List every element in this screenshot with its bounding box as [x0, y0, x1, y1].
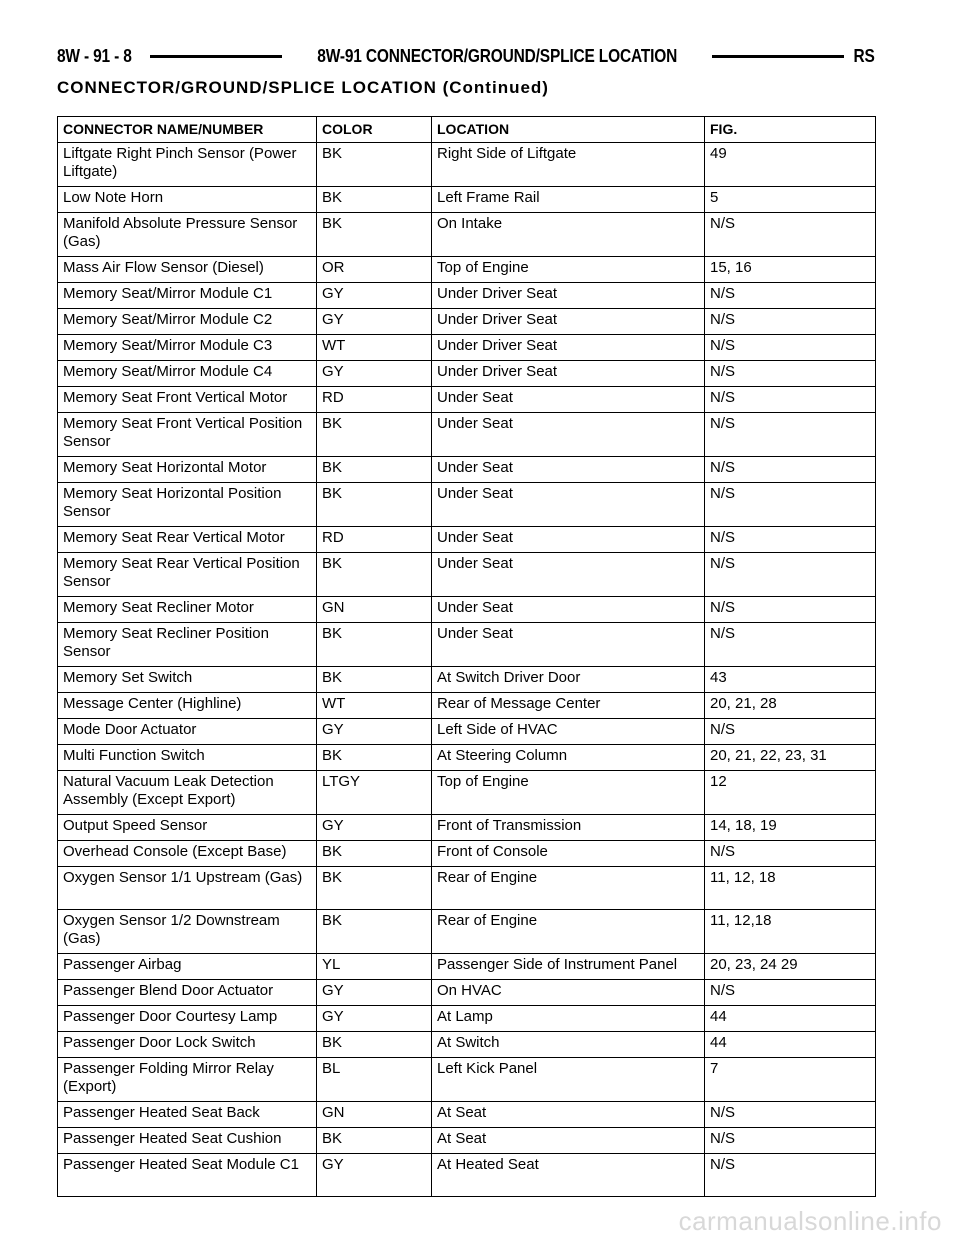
- table-row: [58, 597, 876, 623]
- table-header-row: [58, 117, 876, 143]
- table-row: [58, 841, 876, 867]
- table-row: [58, 719, 876, 745]
- cell-fig: N/S: [705, 597, 876, 623]
- cell-location: Rear of Engine: [432, 867, 705, 910]
- cell-color: BK: [317, 1032, 432, 1058]
- cell-fig: N/S: [705, 283, 876, 309]
- connector-table-container: [57, 116, 875, 1197]
- table-row: [58, 187, 876, 213]
- table-row: [58, 387, 876, 413]
- cell-connector-name: Mode Door Actuator: [58, 719, 317, 745]
- table-row: [58, 1128, 876, 1154]
- table-row: [58, 1102, 876, 1128]
- cell-fig: 44: [705, 1032, 876, 1058]
- cell-color: BL: [317, 1058, 432, 1102]
- table-row: [58, 413, 876, 457]
- cell-color: BK: [317, 667, 432, 693]
- cell-color: BK: [317, 143, 432, 187]
- cell-fig: N/S: [705, 213, 876, 257]
- watermark: carmanualsonline.info: [678, 1206, 942, 1236]
- table-row: [58, 483, 876, 527]
- page-number: 8W - 91 - 8: [57, 45, 132, 66]
- table-row: [58, 623, 876, 667]
- cell-location: At Switch: [432, 1032, 705, 1058]
- cell-color: BK: [317, 553, 432, 597]
- cell-color: BK: [317, 457, 432, 483]
- cell-fig: N/S: [705, 980, 876, 1006]
- cell-connector-name: Memory Seat Horizontal Position Sensor: [58, 483, 317, 527]
- cell-location: On HVAC: [432, 980, 705, 1006]
- cell-location: Under Driver Seat: [432, 361, 705, 387]
- cell-color: BK: [317, 910, 432, 954]
- cell-location: Under Driver Seat: [432, 283, 705, 309]
- cell-fig: N/S: [705, 309, 876, 335]
- cell-location: At Steering Column: [432, 745, 705, 771]
- cell-connector-name: Overhead Console (Except Base): [58, 841, 317, 867]
- table-body: [58, 143, 876, 1197]
- header-rule-right: [712, 55, 844, 58]
- cell-location: Top of Engine: [432, 771, 705, 815]
- table-row: [58, 283, 876, 309]
- cell-color: GY: [317, 283, 432, 309]
- cell-fig: 11, 12, 18: [705, 867, 876, 910]
- cell-connector-name: Memory Seat Recliner Motor: [58, 597, 317, 623]
- cell-connector-name: Passenger Door Courtesy Lamp: [58, 1006, 317, 1032]
- table-row: [58, 213, 876, 257]
- table-row: [58, 257, 876, 283]
- cell-location: Under Seat: [432, 553, 705, 597]
- cell-fig: 20, 21, 28: [705, 693, 876, 719]
- cell-location: On Intake: [432, 213, 705, 257]
- cell-color: BK: [317, 187, 432, 213]
- cell-fig: 43: [705, 667, 876, 693]
- cell-connector-name: Memory Set Switch: [58, 667, 317, 693]
- cell-fig: 7: [705, 1058, 876, 1102]
- cell-color: GN: [317, 597, 432, 623]
- cell-fig: 14, 18, 19: [705, 815, 876, 841]
- cell-fig: 15, 16: [705, 257, 876, 283]
- table-row: [58, 867, 876, 910]
- cell-connector-name: Memory Seat Rear Vertical Motor: [58, 527, 317, 553]
- cell-location: Left Kick Panel: [432, 1058, 705, 1102]
- cell-connector-name: Output Speed Sensor: [58, 815, 317, 841]
- cell-location: Rear of Engine: [432, 910, 705, 954]
- cell-location: At Switch Driver Door: [432, 667, 705, 693]
- cell-connector-name: Passenger Heated Seat Cushion: [58, 1128, 317, 1154]
- table-row: [58, 1058, 876, 1102]
- cell-color: WT: [317, 335, 432, 361]
- cell-color: RD: [317, 527, 432, 553]
- cell-fig: 11, 12,18: [705, 910, 876, 954]
- header-rule-left: [150, 55, 282, 58]
- column-header-location: LOCATION: [432, 117, 705, 143]
- cell-fig: N/S: [705, 361, 876, 387]
- cell-fig: N/S: [705, 335, 876, 361]
- cell-fig: N/S: [705, 719, 876, 745]
- cell-location: Under Seat: [432, 527, 705, 553]
- cell-color: BK: [317, 841, 432, 867]
- table-row: [58, 527, 876, 553]
- cell-location: At Lamp: [432, 1006, 705, 1032]
- table-row: [58, 910, 876, 954]
- table-row: [58, 980, 876, 1006]
- cell-color: BK: [317, 1128, 432, 1154]
- cell-location: Left Side of HVAC: [432, 719, 705, 745]
- cell-fig: N/S: [705, 553, 876, 597]
- chapter-title: 8W-91 CONNECTOR/GROUND/SPLICE LOCATION: [317, 45, 678, 66]
- table-row: [58, 335, 876, 361]
- cell-location: Under Seat: [432, 623, 705, 667]
- cell-color: GY: [317, 361, 432, 387]
- cell-connector-name: Low Note Horn: [58, 187, 317, 213]
- cell-fig: N/S: [705, 483, 876, 527]
- table-row: [58, 1032, 876, 1058]
- cell-fig: 49: [705, 143, 876, 187]
- cell-fig: N/S: [705, 387, 876, 413]
- cell-fig: 5: [705, 187, 876, 213]
- cell-location: Rear of Message Center: [432, 693, 705, 719]
- cell-color: BK: [317, 623, 432, 667]
- cell-fig: 20, 23, 24 29: [705, 954, 876, 980]
- cell-location: Top of Engine: [432, 257, 705, 283]
- table-row: [58, 143, 876, 187]
- column-header-color: COLOR: [317, 117, 432, 143]
- cell-color: GY: [317, 719, 432, 745]
- table-row: [58, 815, 876, 841]
- cell-connector-name: Memory Seat Recliner Position Sensor: [58, 623, 317, 667]
- cell-location: At Heated Seat: [432, 1154, 705, 1197]
- cell-location: Passenger Side of Instrument Panel: [432, 954, 705, 980]
- cell-location: Under Driver Seat: [432, 309, 705, 335]
- cell-connector-name: Memory Seat Front Vertical Position Sensor: [58, 413, 317, 457]
- cell-color: BK: [317, 483, 432, 527]
- table-row: [58, 1006, 876, 1032]
- cell-connector-name: Oxygen Sensor 1/1 Upstream (Gas): [58, 867, 317, 910]
- cell-fig: N/S: [705, 527, 876, 553]
- cell-fig: 12: [705, 771, 876, 815]
- cell-fig: N/S: [705, 457, 876, 483]
- cell-location: Front of Console: [432, 841, 705, 867]
- cell-color: WT: [317, 693, 432, 719]
- cell-location: Under Seat: [432, 413, 705, 457]
- column-header-name: CONNECTOR NAME/NUMBER: [58, 117, 317, 143]
- cell-connector-name: Multi Function Switch: [58, 745, 317, 771]
- cell-location: Front of Transmission: [432, 815, 705, 841]
- table-row: [58, 553, 876, 597]
- cell-connector-name: Message Center (Highline): [58, 693, 317, 719]
- cell-fig: N/S: [705, 1128, 876, 1154]
- cell-fig: N/S: [705, 1154, 876, 1197]
- table-row: [58, 954, 876, 980]
- table-row: [58, 745, 876, 771]
- table-row: [58, 457, 876, 483]
- cell-color: GY: [317, 1154, 432, 1197]
- cell-connector-name: Passenger Airbag: [58, 954, 317, 980]
- cell-connector-name: Oxygen Sensor 1/2 Downstream (Gas): [58, 910, 317, 954]
- model-code: RS: [853, 45, 875, 66]
- cell-connector-name: Passenger Heated Seat Back: [58, 1102, 317, 1128]
- cell-color: GY: [317, 980, 432, 1006]
- cell-fig: N/S: [705, 841, 876, 867]
- cell-fig: 44: [705, 1006, 876, 1032]
- page-header: [57, 44, 875, 68]
- cell-color: GN: [317, 1102, 432, 1128]
- cell-connector-name: Memory Seat/Mirror Module C3: [58, 335, 317, 361]
- table-row: [58, 693, 876, 719]
- cell-connector-name: Memory Seat/Mirror Module C2: [58, 309, 317, 335]
- cell-location: Right Side of Liftgate: [432, 143, 705, 187]
- cell-fig: 20, 21, 22, 23, 31: [705, 745, 876, 771]
- cell-connector-name: Memory Seat/Mirror Module C1: [58, 283, 317, 309]
- cell-connector-name: Passenger Door Lock Switch: [58, 1032, 317, 1058]
- cell-location: Under Seat: [432, 597, 705, 623]
- cell-color: GY: [317, 309, 432, 335]
- cell-color: GY: [317, 1006, 432, 1032]
- cell-connector-name: Passenger Heated Seat Module C1: [58, 1154, 317, 1197]
- table-row: [58, 771, 876, 815]
- cell-fig: N/S: [705, 623, 876, 667]
- cell-connector-name: Liftgate Right Pinch Sensor (Power Liftgate): [58, 143, 317, 187]
- cell-location: At Seat: [432, 1102, 705, 1128]
- cell-connector-name: Mass Air Flow Sensor (Diesel): [58, 257, 317, 283]
- cell-color: BK: [317, 745, 432, 771]
- table-row: [58, 309, 876, 335]
- table-row: [58, 667, 876, 693]
- section-title: CONNECTOR/GROUND/SPLICE LOCATION (Continued): [57, 78, 549, 97]
- column-header-fig: FIG.: [705, 117, 876, 143]
- connector-table: [57, 116, 876, 1197]
- cell-connector-name: Memory Seat Front Vertical Motor: [58, 387, 317, 413]
- cell-connector-name: Memory Seat Horizontal Motor: [58, 457, 317, 483]
- cell-fig: N/S: [705, 1102, 876, 1128]
- cell-location: Under Seat: [432, 483, 705, 527]
- cell-location: At Seat: [432, 1128, 705, 1154]
- cell-color: OR: [317, 257, 432, 283]
- cell-color: BK: [317, 867, 432, 910]
- cell-connector-name: Memory Seat Rear Vertical Position Sensor: [58, 553, 317, 597]
- cell-color: GY: [317, 815, 432, 841]
- cell-location: Under Seat: [432, 457, 705, 483]
- table-row: [58, 361, 876, 387]
- cell-color: BK: [317, 213, 432, 257]
- cell-location: Under Seat: [432, 387, 705, 413]
- cell-connector-name: Passenger Folding Mirror Relay (Export): [58, 1058, 317, 1102]
- cell-fig: N/S: [705, 413, 876, 457]
- cell-connector-name: Memory Seat/Mirror Module C4: [58, 361, 317, 387]
- cell-connector-name: Passenger Blend Door Actuator: [58, 980, 317, 1006]
- cell-connector-name: Natural Vacuum Leak Detection Assembly (Except Export): [58, 771, 317, 815]
- cell-color: LTGY: [317, 771, 432, 815]
- cell-color: RD: [317, 387, 432, 413]
- cell-location: Left Frame Rail: [432, 187, 705, 213]
- cell-color: BK: [317, 413, 432, 457]
- cell-location: Under Driver Seat: [432, 335, 705, 361]
- cell-connector-name: Manifold Absolute Pressure Sensor (Gas): [58, 213, 317, 257]
- cell-color: YL: [317, 954, 432, 980]
- table-row: [58, 1154, 876, 1197]
